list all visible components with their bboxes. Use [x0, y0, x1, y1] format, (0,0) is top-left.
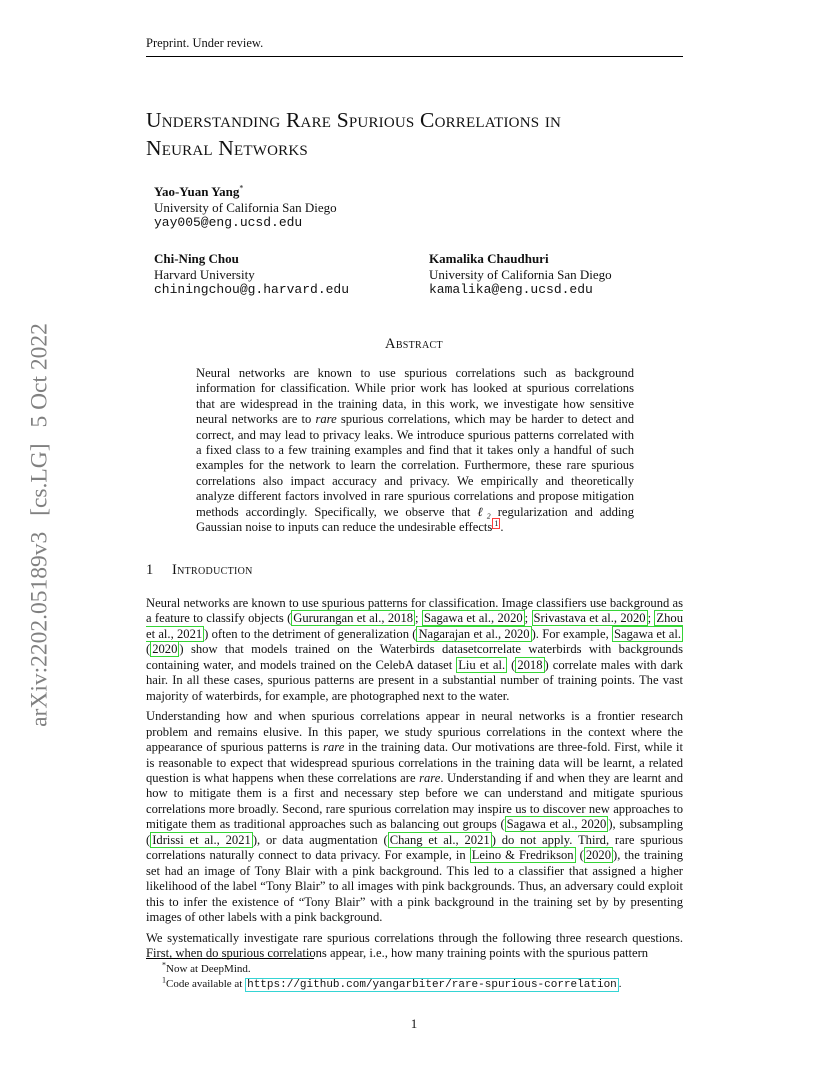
author-3: [429, 251, 612, 298]
arxiv-stamp: [27, 313, 54, 727]
running-head: Preprint. Under review.: [146, 36, 683, 57]
arxiv-date: 5 Oct 2022: [26, 323, 53, 428]
page-number: 1: [410, 1016, 418, 1031]
author-name: Kamalika Chaudhuri: [429, 251, 549, 266]
citation-link[interactable]: Zhou et al., 2021: [146, 611, 683, 641]
footnotes: [162, 962, 682, 993]
citation-link[interactable]: 2020: [152, 642, 178, 657]
arxiv-id[interactable]: arXiv:2202.05189v3: [26, 531, 53, 727]
citation-link[interactable]: Gururangan et al., 2018: [293, 611, 414, 626]
footnote-rule: [146, 958, 314, 959]
title-line-2: Neural Networks: [146, 136, 308, 160]
author-email[interactable]: chiningchou@g.harvard.edu: [154, 282, 350, 297]
footnote: *Now at DeepMind.: [162, 960, 251, 975]
code-url-link[interactable]: https://github.com/yangarbiter/rare-spurious-correlation: [247, 979, 617, 991]
paper-title: [146, 106, 706, 162]
author-affiliation: University of California San Diego: [429, 266, 612, 282]
citation-link[interactable]: Idrissi et al., 2021: [152, 832, 251, 847]
paragraph: Understanding how and when spurious correlations appear in neural networks is a frontier research problem and remains elusive. In this paper, we study spurious correlations in the context where the appearance of spurious patterns is rare in the training data. Our motivations are three-fold. First, while it is reasonable to expect that widespread spurious correlations in the training data will be learnt, a related question is what happens when these correlations are rare. Understanding if and when they are learnt and how to mitigate them is a first and necessary step before we can understand and mitigate spurious correlations more broadly. Second, rare spurious correlation may inspire us to discover new approaches to mitigate them as traditional approaches such as balancing out groups ( Sagawa et al., 2020 ), subsampling ( Idrissi et al., 2021 ), or data augmentation ( Chang et al., 2021 ) do not apply. Third, rare spurious correlations naturally connect to data privacy. For example, in Leino & Fredrikson ( 2020 ), the training set had an image of Tony Blair with a pink background. This led to a classifier that assigned a higher likelihood of the label “Tony Blair” to all images with pink backgrounds. Thus, an adversary could exploit this to infer the existence of “Tony Blair” with a pink background in the training set by by presenting images of other labels with a pink background.: [146, 709, 684, 925]
citation-link[interactable]: Liu et al.: [458, 657, 506, 672]
author-email[interactable]: yay005@eng.ucsd.edu: [154, 215, 303, 230]
author-name: Yao-Yuan Yang: [154, 184, 240, 199]
citation-link[interactable]: Srivastava et al., 2020: [533, 611, 646, 626]
author-affiliation: University of California San Diego: [154, 199, 337, 215]
author-marker: *: [239, 183, 244, 193]
author-affiliation: Harvard University: [154, 266, 255, 282]
abstract: Neural networks are known to use spurious correlations such as background information for classification. While prior work has looked at spurious correlations that are widespread in the training data, in this work, we investigate how sensitive neural networks are to rare spurious correlations, which may be harder to detect and correct, and may lead to privacy leaks. We introduce spurious patterns correlated with a fixed class to a few training examples and find that it takes only a handful of such examples for the network to learn the correlation. Furthermore, these rare spurious correlations also impact accuracy and privacy. We empirically and theoretically analyze different factors involved in rare spurious correlations and propose mitigation methods accordingly. Specifically, we observe that ℓ₂ regularization and adding Gaussian noise to inputs can reduce the undesirable effects $^1$ .: [196, 366, 634, 535]
citation-link[interactable]: Sagawa et al., 2020: [506, 817, 607, 832]
citation-link[interactable]: Leino & Fredrikson: [471, 848, 574, 863]
footnote-link[interactable]: 1: [494, 518, 499, 528]
author-name: Chi-Ning Chou: [154, 251, 239, 266]
math-l2: ℓ₂: [477, 504, 491, 519]
title-line-1: Understanding Rare Spurious Correlations in: [146, 108, 562, 132]
section-number: 1: [146, 562, 154, 578]
author-1: [154, 184, 337, 231]
citation-link[interactable]: Sagawa et al.: [614, 626, 682, 641]
abstract-heading: Abstract: [385, 336, 443, 352]
paragraph: We systematically investigate rare spurious correlations through the following three research questions. First, when do spurious correlations appear, i.e., how many training points with the spurious pattern: [146, 930, 683, 960]
citation-link[interactable]: Sagawa et al., 2020: [423, 611, 523, 626]
citation-link[interactable]: Chang et al., 2021: [389, 832, 490, 847]
citation-link[interactable]: 2020: [585, 848, 612, 863]
section-heading: [146, 562, 253, 579]
author-email[interactable]: kamalika@eng.ucsd.edu: [429, 282, 593, 297]
footnote: $^1$Code available at https://github.com/yangarbiter/rare-spurious-correlation .: [162, 975, 622, 991]
citation-link[interactable]: Nagarajan et al., 2020: [418, 626, 530, 641]
paragraph: Neural networks are known to use spurious patterns for classification. Image classifiers use background as a feature to classify objects ( Gururangan et al., 2018 ; Sagawa et al., 2020 ; Srivastava et al., 2020 ; Zhou et al., 2021 ) often to the detriment of generalization ( Nagarajan et al., 2020 ). For example, Sagawa et al. ( 2020 ) show that models trained on the Waterbirds datasetcorrelate waterbirds with backgrounds containing water, and models trained on the CelebA dataset Liu et al. ( 2018 ) correlate males with dark hair. In all these cases, spurious patterns are present in a substantial number of training points. The vast majority of waterbirds, for example, are photographed next to the water.: [146, 596, 683, 703]
author-2: [154, 251, 349, 298]
body-text: [146, 596, 683, 966]
arxiv-category: [cs.LG]: [26, 443, 53, 516]
citation-link[interactable]: 2018: [517, 657, 543, 672]
section-title: Introduction: [172, 562, 253, 578]
